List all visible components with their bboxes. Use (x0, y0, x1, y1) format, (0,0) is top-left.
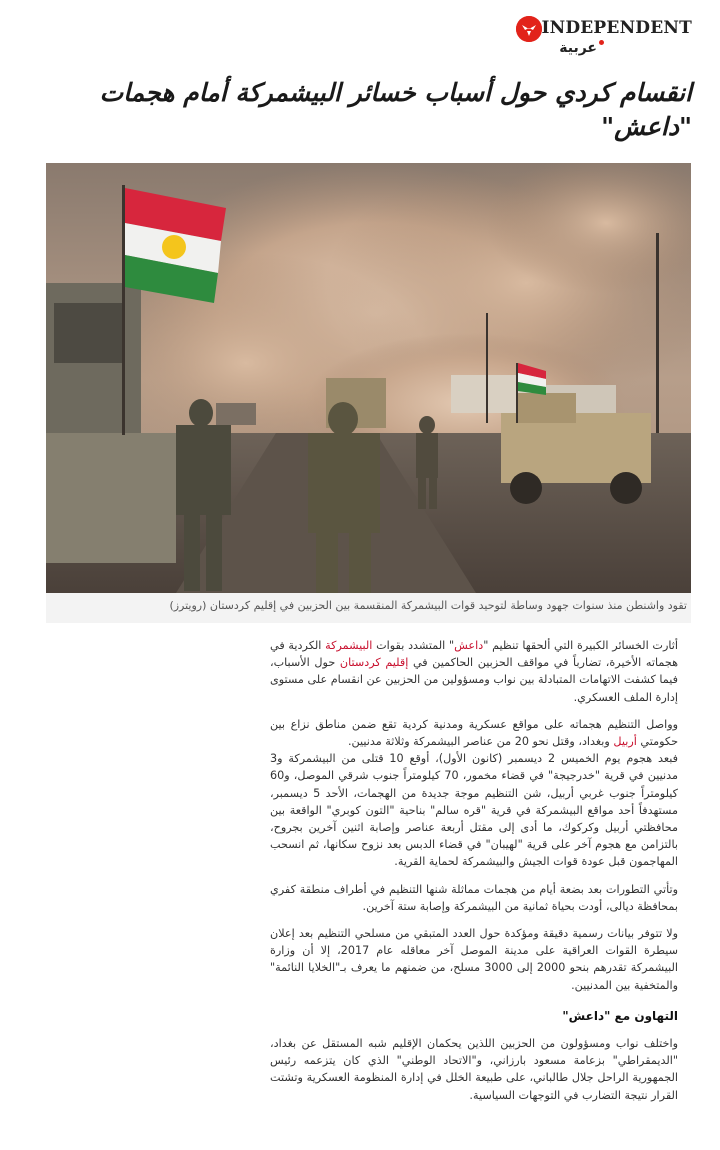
image-caption: تقود واشنطن منذ سنوات جهود وساطة لتوحيد قوات البيشمركة المنقسمة بين الحزبين في إقليم كردستان (رويترز) (46, 593, 691, 623)
p2-text-b: وبغداد، وقتل نحو 20 من عناصر البيشمركة وثلاثة مدنيين. (347, 735, 614, 749)
section-subheading: التهاون مع "داعش" (562, 1008, 678, 1023)
paragraph-3: فبعد هجوم يوم الخميس 2 ديسمبر (كانون الأول)، أوقع 10 قتلى من البيشمركة و3 مدنيين في قرية "خدرجيجة" في قضاء مخمور، 70 كيلومتراً جنوب شرقي الموصل، و60 كيلومتراً جنوب غربي أربيل، شن التنظيم موجة جديدة من الهجمات، الأحد 5 ديسمبر، مستهدفاً أحد مواقع البيشمركة في قرية "قره سالم" بناحية "التون كوبري" الواقعة بين محافظتي أربيل وكركوك، ما أدى إلى مقتل أربعة عناصر وإصابة اثنين آخرين بجروح، بالتزامن مع هجوم آخر على قرية "لهيبان" في قضاء الدبس بعد نزوح سكانها، ثم انسحب المهاجمون قبل عودة قوات الجيش والبيشمركة لحماية القرية. (270, 752, 678, 869)
p1-text-d: حول الأسباب، فيما كشفت الاتهامات المتبادلة بين نواب ومسؤولين من الحزبين عن انقسام على مستوى إدارة الملف العسكري. (270, 656, 678, 704)
link-daesh[interactable]: داعش (454, 639, 484, 652)
paragraph-1 (270, 637, 678, 706)
paragraph-6: واختلف نواب ومسؤولون من الحزبين اللذين يحكمان الإقليم شبه المستقل عن بغداد، "الديمقراطي" بزعامة مسعود بارزاني، و"الاتحاد الوطني" الذي كان يتزعمه رئيس الجمهورية الراحل جلال طالباني، على طبيعة الخلل في إدارة المنظومة العسكرية وتشتت القرار نتيجة التضارب في التوجهات السياسية. (270, 1037, 678, 1102)
article-headline: انقسام كردي حول أسباب خسائر البيشمركة أمام هجمات "داعش" (99, 78, 692, 141)
paragraph-4: وتأتي التطورات بعد بضعة أيام من هجمات مماثلة شنها التنظيم في أطراف منطقة كفري بمحافظة ديالى، أودت بحياة ثمانية من البيشمركة وإصابة ستة آخرين. (270, 882, 678, 913)
site-logo[interactable] (512, 14, 692, 62)
p1-text-c: الكردية في هجماته الأخيرة، تضارباً في مواقف الحزبين الحاكمين في (270, 639, 678, 670)
paragraph-5: ولا تتوفر بيانات رسمية دقيقة ومؤكدة حول العدد المتبقي من مسلحي التنظيم بعد إعلان سيطرة القوات العراقية على مدينة الموصل آخر معاقله عام 2017، إلا أن وزارة البيشمركة تقدرهم بنحو 2000 إلى 3000 مسلح، من ضمنهم ما يعرف بـ"الخلايا النائمة" والمتخفية بين المدنيين. (270, 927, 678, 992)
p1-text-b: " المتشدد بقوات (372, 639, 455, 652)
brand-dot-icon (599, 40, 604, 45)
brand-arabic (559, 40, 604, 56)
link-peshmerga[interactable]: البيشمركة (325, 639, 373, 652)
link-erbil[interactable]: أربيل (613, 735, 637, 749)
article-body (270, 637, 678, 1114)
link-kurdistan-region[interactable]: إقليم كردستان (339, 656, 409, 670)
brand-wordmark: INDEPENDENT (541, 18, 692, 38)
brand-arabic-text: عربية (559, 40, 597, 56)
p1-text-a: أثارت الخسائر الكبيرة التي ألحقها تنظيم " (483, 639, 679, 652)
p2-text-a: وواصل التنظيم هجماته على مواقع عسكرية ومدنية كردية تقع ضمن مناطق نزاع بين حكومتي (270, 717, 678, 749)
hero-image[interactable] (46, 163, 691, 593)
independent-eagle-icon (516, 16, 542, 42)
paragraph-2 (270, 716, 678, 750)
